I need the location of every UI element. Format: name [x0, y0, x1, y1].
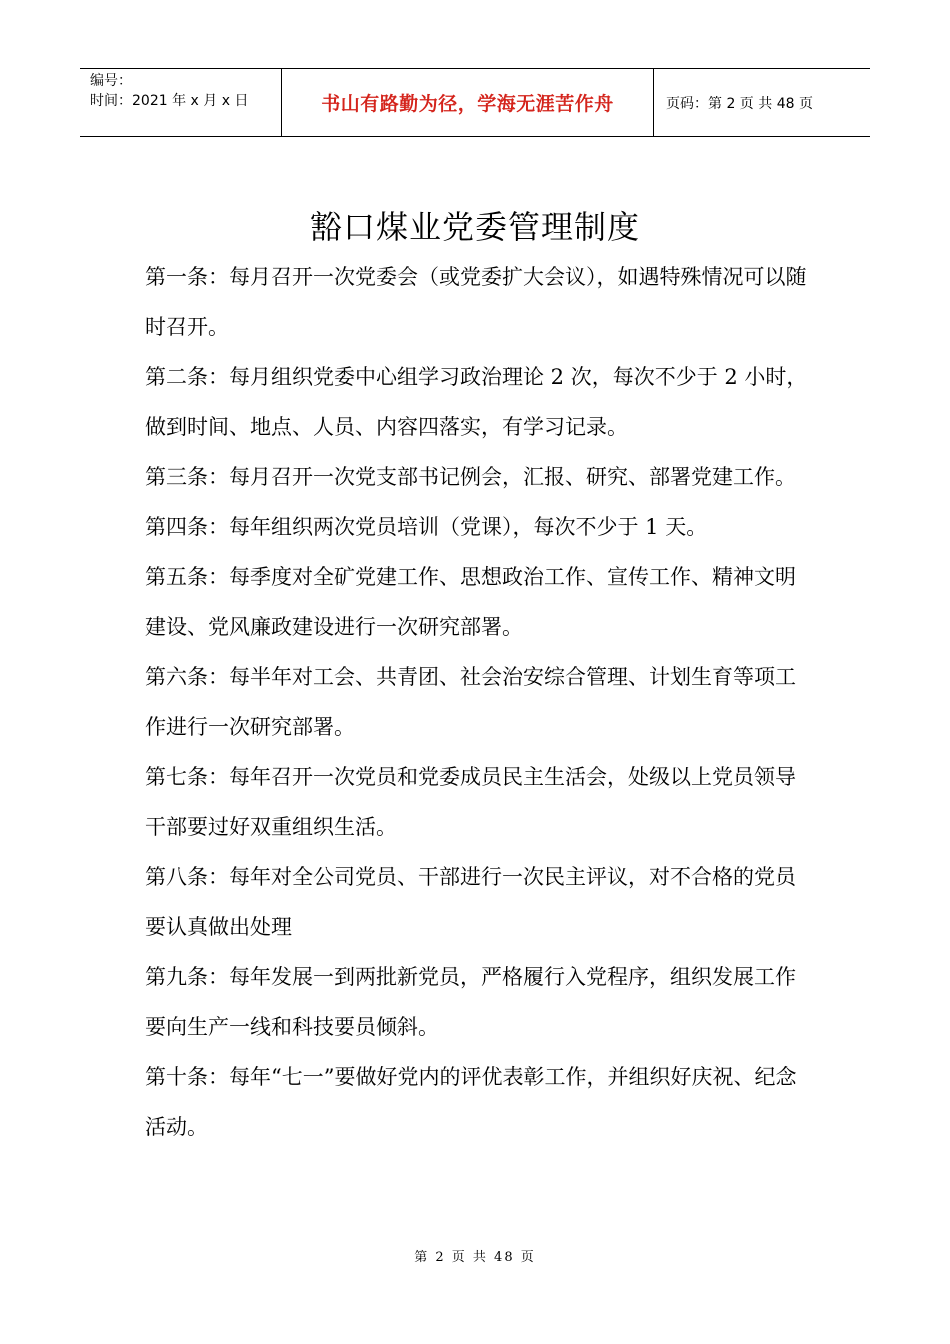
- article-2: 第二条：每月组织党委中心组学习政治理论 2 次，每次不少于 2 小时，做到时间、地点、人员、内容四落实，有学习记录。: [145, 365, 808, 439]
- article-6: 第六条：每半年对工会、共青团、社会治安综合管理、计划生育等项工作进行一次研究部署。: [145, 665, 796, 739]
- article-1: 第一条：每月召开一次党委会（或党委扩大会议），如遇特殊情况可以随时召开。: [145, 265, 807, 339]
- article-8: 第八条：每年对全公司党员、干部进行一次民主评议，对不合格的党员要认真做出处理: [145, 865, 796, 939]
- document-header: [80, 68, 870, 137]
- header-page-cell: [654, 69, 870, 136]
- header-motto: 书山有路勤为径，学海无涯苦作舟: [321, 93, 614, 115]
- article-3: 第三条：每月召开一次党支部书记例会，汇报、研究、部署党建工作。: [145, 465, 796, 489]
- document-date: 时间：2021 年 x 月 x 日: [90, 93, 249, 109]
- article-10: 第十条：每年“七一”要做好党内的评优表彰工作，并组织好庆祝、纪念活动。: [145, 1065, 797, 1139]
- document-body: [145, 252, 813, 1152]
- document-number-label: 编号：: [90, 73, 132, 89]
- article-9: 第九条：每年发展一到两批新党员，严格履行入党程序，组织发展工作要向生产一线和科技要员倾斜。: [145, 965, 796, 1039]
- article-4: 第四条：每年组织两次党员培训（党课），每次不少于 1 天。: [145, 515, 708, 539]
- document-title: 豁口煤业党委管理制度: [309, 208, 640, 246]
- header-motto-cell: [282, 69, 654, 136]
- header-meta-cell: [80, 69, 282, 136]
- header-page-number: 页码：第 2 页 共 48 页: [666, 95, 813, 112]
- article-7: 第七条：每年召开一次党员和党委成员民主生活会，处级以上党员领导干部要过好双重组织生活。: [145, 765, 796, 839]
- article-5: 第五条：每季度对全矿党建工作、思想政治工作、宣传工作、精神文明建设、党风廉政建设进行一次研究部署。: [145, 565, 796, 639]
- page-footer: 第 2 页 共 48 页: [414, 1250, 536, 1265]
